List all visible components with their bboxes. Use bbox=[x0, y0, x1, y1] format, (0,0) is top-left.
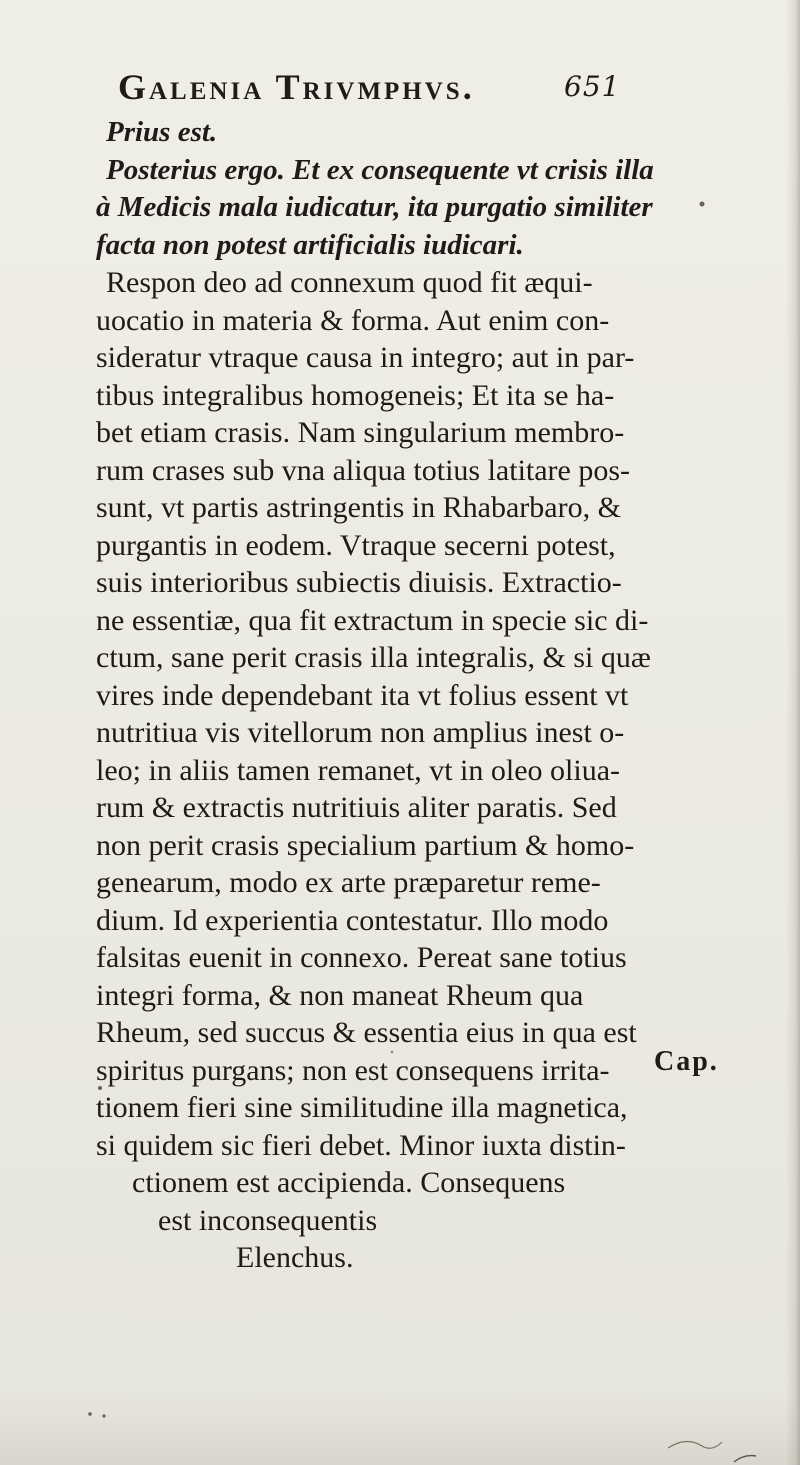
text-line: ctum, sane perit crasis illa integralis, & si quæ bbox=[96, 641, 651, 674]
text-line: Posterius ergo. Et ex consequente vt crisis illa bbox=[106, 153, 654, 186]
text-line: tionem fieri sine similitudine illa magnetica, bbox=[96, 1091, 628, 1124]
text-line: ne essentiæ, qua fit extractum in specie sic di- bbox=[96, 603, 649, 637]
body-text bbox=[96, 114, 726, 1277]
text-line: vires inde dependebant ita vt folius essent vt bbox=[96, 678, 629, 712]
text-line: est inconsequentis bbox=[158, 1203, 378, 1237]
text-line: leo; in aliis tamen remanet, vt in oleo oliua- bbox=[96, 753, 621, 787]
text-line: bet etiam crasis. Nam singularium membro- bbox=[96, 416, 625, 449]
text-line: Respon deo ad connexum quod fit æqui- bbox=[106, 266, 593, 299]
text-line: facta non potest artificialis iudicari. bbox=[96, 228, 524, 261]
text-line: tibus integralibus homogeneis; Et ita se ha- bbox=[96, 378, 615, 412]
text-line: Elenchus. bbox=[236, 1241, 354, 1274]
text-line: Prius est. bbox=[106, 116, 218, 148]
text-line: falsitas euenit in connexo. Pereat sane totius bbox=[96, 941, 627, 974]
running-title: Galenia Trivmphvs. bbox=[118, 67, 475, 107]
text-line: purgantis in eodem. Vtraque secerni potest, bbox=[96, 528, 616, 562]
catchword: Cap. bbox=[654, 1046, 719, 1077]
text-line: à Medicis mala iudicatur, ita purgatio similiter bbox=[96, 191, 653, 223]
text-line: genearum, modo ex arte præparetur reme- bbox=[96, 866, 601, 899]
text-line: spiritus purgans; non est consequens irrita- bbox=[96, 1053, 610, 1087]
text-line: ctionem est accipienda. Consequens bbox=[132, 1166, 566, 1199]
page-header bbox=[118, 66, 718, 112]
text-line: dium. Id experientia contestatur. Illo modo bbox=[96, 903, 609, 937]
text-line: sunt, vt partis astringentis in Rhabarbaro, & bbox=[96, 491, 621, 524]
text-line: rum & extractis nutritiuis aliter paratis. Sed bbox=[96, 791, 617, 824]
text-line: rum crases sub vna aliqua totius latitare pos- bbox=[96, 453, 631, 487]
text-line: uocatio in materia & forma. Aut enim con- bbox=[96, 303, 610, 337]
page-number: 651 bbox=[564, 70, 621, 103]
text-line: si quidem sic fieri debet. Minor iuxta distin- bbox=[96, 1128, 626, 1162]
text-line: sideratur vtraque causa in integro; aut in par- bbox=[96, 341, 635, 374]
text-line: nutritiua vis vitellorum non amplius inest o- bbox=[96, 716, 625, 749]
text-line: Rheum, sed succus & essentia eius in qua est bbox=[96, 1016, 637, 1049]
text-line: suis interioribus subiectis diuisis. Extractio- bbox=[96, 566, 622, 599]
text-line: integri forma, & non maneat Rheum qua bbox=[96, 978, 584, 1012]
text-line: non perit crasis specialium partium & homo- bbox=[96, 828, 635, 862]
